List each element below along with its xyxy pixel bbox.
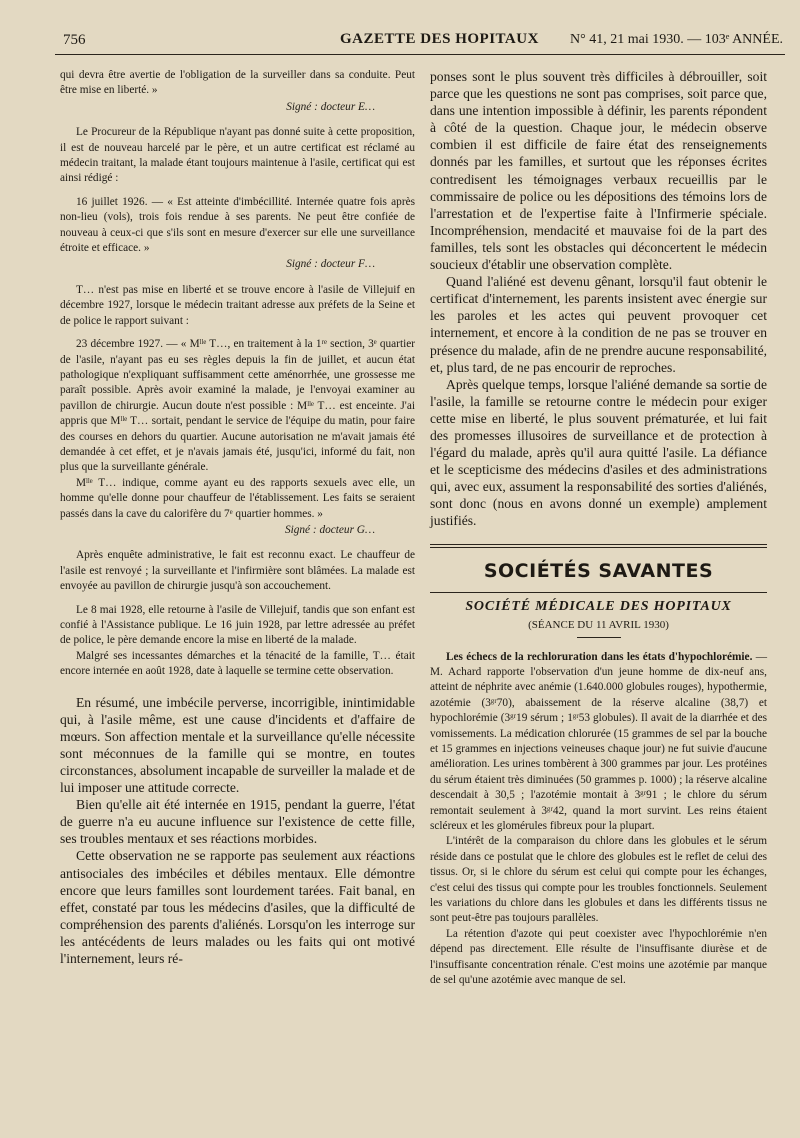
paragraph: L'intérêt de la comparaison du chlore dans les globules et le sérum réside dans ce postulat que le chlore des globules est le reflet de celui des tissus. Or, si le chlore du sérum est celui qui compte pour les échanges, c'est celui des tissus qui compte pour les troubles fonctionnels. Seulement les variations du chlore dans les globules et dans les différents tissus ne sont peut-être pas toujours parallèles. bbox=[430, 835, 767, 925]
paragraph: Bien qu'elle ait été internée en 1915, pendant la guerre, l'état de guerre n'a eu aucune influence sur l'existence de cette fille, ses troubles mentaux et ses réactions morbides. bbox=[60, 797, 415, 847]
issue-info: N° 41, 21 mai 1930. — 103ᵉ ANNÉE. bbox=[570, 32, 783, 47]
communication-title: Les échecs de la rechloruration dans les états d'hypochlorémie. bbox=[446, 650, 753, 663]
paragraph: qui devra être avertie de l'obligation de la surveiller dans sa conduite. Peut être mise en liberté. » bbox=[60, 69, 415, 97]
session-date: (SÉANCE DU 11 AVRIL 1930) bbox=[528, 618, 669, 631]
communication-text: rapporte l'observation d'un jeune homme de dix-neuf ans, atteint de néphrite avec anémie (1.640.000 globules rouges), hypothermie, azotémie (3ᵍʳ70), abaissement de la réserve alcaline (38,7) et hypochlorémie (3ᵍʳ19 sérum ; 1ᵍʳ53 globules). Il avait de la diarrhée et des vomissements. La médication chlorurée (15 grammes de sel par la bouche et 15 grammes en injections veineuses chaque jour) ne fut suivie d'aucune amélioration. Les urines tombèrent à 300 grammes par jour. Les protéines du sérum étaient très diminuées (50 grammes p. 1000) ; la réserve alcaline descendait à 30,5 ; l'azotémie montait à 3ᵍʳ91 ; le chlore du sérum remontait seulement à 3ᵍʳ42, quand la mort survint. Les reins étaient scléreux et les glomérules fibreux pour la plupart. bbox=[430, 665, 767, 832]
page-number: 756 bbox=[63, 32, 86, 48]
paragraph: Malgré ses incessantes démarches et la ténacité de la famille, T… était encore internée en août 1928, date à laquelle se termine cette observation. bbox=[60, 649, 415, 678]
signature: Signé : docteur E… bbox=[286, 100, 375, 113]
paragraph: En résumé, une imbécile perverse, incorrigible, inintimidable qui, à l'asile même, est une cause d'incidents et d'affaire de mœurs. Son affection mentale et la surveillance qu'elle nécessite sont méconnues de la famille qui se montre, en toutes circonstances, absolument incapable de surveiller la malade et de lui imposer une attitude correcte. bbox=[60, 694, 415, 796]
short-divider bbox=[577, 637, 621, 638]
communication-author: — M. Achard bbox=[430, 650, 767, 678]
paragraph: La rétention d'azote qui peut coexister avec l'hypochlorémie n'en dépend pas directement. Elle résulte de l'insuffisante diurèse et de l'insuffisante concentration rénale. C'est moins une azotémie par manque de sel qu'une azotémie avec manque de sel. bbox=[430, 927, 767, 987]
section-rule bbox=[430, 592, 767, 593]
paragraph: Le Procureur de la République n'ayant pas donné suite à cette proposition, il est de nouveau harcelé par le père, et un autre certificat est réclamé au médecin traitant, la malade étant toujours maintenue à l'asile, certificat qui est ainsi rédigé : bbox=[60, 126, 415, 185]
paragraph: Cette observation ne se rapporte pas seulement aux réactions antisociales des imbéciles et débiles mentaux. Elle démontre encore que leurs familles sont lourdement tarées. Fait banal, en effet, constaté par tous les médecins d'asiles, que la difficulté de compréhension des parents d'aliénés. Lorsqu'on les interroge sur les antécédents de leurs malades ou les faits qui ont motivé l'internement, leurs ré- bbox=[60, 848, 415, 967]
paragraph: T… n'est pas mise en liberté et se trouve encore à l'asile de Villejuif en décembre 1927, lorsque le médecin traitant adresse aux préfets de la Seine et de police le rapport suivant : bbox=[60, 283, 415, 327]
page-header bbox=[55, 28, 785, 55]
report-quote: Mˡˡᵉ T… indique, comme ayant eu des rapports sexuels avec elle, un homme qu'elle donne pour chauffeur de l'établissement. Les faits se seraient passés dans la cave du calorifère du 7ᵉ quartier hommes. » bbox=[60, 476, 415, 520]
section-title: SOCIÉTÉS SAVANTES bbox=[483, 559, 714, 582]
paragraph: Après quelque temps, lorsque l'aliéné demande sa sortie de l'asile, la famille se retourne contre le médecin pour exiger cette mise en liberté, le plus souvent prématurée, et lui fait des promesses illusoires de surveillance et de protection à l'égard du malade, après qu'il aura quitté l'asile. La défiance et le scepticisme des médecins d'asiles et des administrations qui, avec eux, assument la responsabilité des sorties d'aliénés, sont donc (nous en avons donné un exemple) amplement justifiés. bbox=[430, 376, 767, 529]
certificate-quote: 16 juillet 1926. — « Est atteinte d'imbécillité. Internée quatre fois après non-lieu (vols), trois fois rendue à ses parents. Ne peut être confiée de nouveau à ceux-ci que s'ils sont en mesure d'exercer sur elle une surveillance étroite et efficace. » bbox=[60, 195, 415, 255]
signature: Signé : docteur F… bbox=[286, 258, 375, 271]
society-title: SOCIÉTÉ MÉDICALE DES HOPITAUX bbox=[465, 598, 732, 614]
left-column bbox=[60, 68, 415, 967]
right-column bbox=[430, 68, 767, 988]
paragraph: Quand l'aliéné est devenu gênant, lorsqu'il faut obtenir le certificat d'internement, les parents insistent avec énergie sur les paroles et les actes qui peuvent provoquer cet internement, et encore à la condition de ne pas se trouver en présence du malade, afin de ne prendre aucune responsabilité, et, plus tard, de ne pas encourir de reproches. bbox=[430, 274, 767, 375]
signature: Signé : docteur G… bbox=[284, 523, 375, 536]
paragraph: ponses sont le plus souvent très difficiles à débrouiller, soit parce que les questions ne sont pas comprises, soit parce que, dans une intention impossible à définir, les parents répondent à côté de la question. Chaque jour, le médecin observe combien il est difficile de faire état des renseignements donnés par les familles, et surtout que les réponses écrites contredisent les témoignages verbaux recueillis par le commissaire de police ou les dépositions des témoins lors de l'arrestation et de l'expertise faite à l'Infirmerie spéciale. Incompréhension, mendacité et mauvaise foi de la part des familles, tels sont les obstacles qui déconcertent le médecin soucieux d'établir une observation complète. bbox=[430, 69, 767, 273]
communication-paragraph bbox=[430, 650, 767, 835]
section-divider bbox=[430, 544, 767, 548]
report-quote: 23 décembre 1927. — « Mˡˡᵉ T…, en traitement à la 1ʳᵉ section, 3ᵉ quartier de l'asile, n'ayant pas eu ses règles depuis la fin de juillet, et aucun état pathologique n'expliquant suffisamment cette aménorrhée, une grossesse me paraît possible. Après avoir examiné la malade, je l'envoyai examiner au pavillon de chirurgie. Aucun doute n'est possible : Mˡˡᵉ T… est enceinte. J'ai appris que Mˡˡᵉ T… sortait, pendant le service de l'équipe du matin, pour faire des courses en dehors du quartier. Aucune autorisation ne m'avait jamais été demandée à cet effet, et je n'avais jamais été, jusqu'ici, informé du fait, non plus que la surveillante générale. bbox=[60, 338, 415, 474]
paragraph: Après enquête administrative, le fait est reconnu exact. Le chauffeur de l'asile est renvoyé ; la surveillante et l'infirmière sont blâmées. La malade est envoyée au pavillon de chirurgie jusqu'à son accouchement. bbox=[60, 549, 415, 593]
paragraph: Le 8 mai 1928, elle retourne à l'asile de Villejuif, tandis que son enfant est confié à l'Assistance publique. Le 16 juin 1928, par lettre adressée au préfet de police, le père demande encore la mise en liberté de la malade. bbox=[60, 603, 415, 647]
journal-title: GAZETTE DES HOPITAUX bbox=[340, 31, 539, 47]
